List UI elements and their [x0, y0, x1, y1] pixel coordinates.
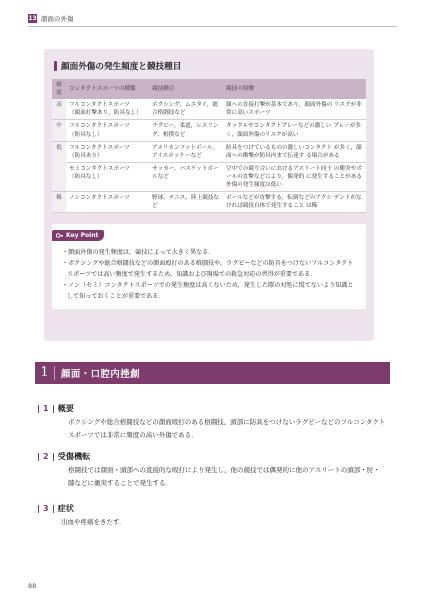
subsection-heading: [38, 403, 74, 414]
title-bar-icon: [54, 61, 57, 71]
table-row: [52, 162, 366, 191]
features-cell: ボールなどが直撃する，転倒などのアクシ デントがなければ競技自体で発生すること は稀: [223, 192, 366, 213]
heading-bar: [38, 505, 39, 513]
events-cell: サッカー，バスケットボールなど: [149, 162, 223, 191]
heading-bar: [53, 453, 54, 461]
type-cell: セミコンタクトスポーツ （防具なし）: [66, 162, 149, 191]
freq-cell: 低: [52, 141, 66, 192]
key-point-tab: [52, 230, 104, 241]
subsection-title: 概要: [57, 403, 74, 413]
type-cell: ノンコンタクトスポーツ: [66, 192, 149, 213]
heading-bar: [38, 453, 39, 461]
subsection-text: [61, 516, 386, 529]
chapter-number-badge: 13: [28, 15, 37, 22]
list-item: ・ボクシングや総合格闘技などの顔面殴打のある格闘技や，ラグビーなどの防具をつけないフルコンタクトスポーツでは高い頻度で発生するため，知識および現場での救急対応の習得が重要である．: [62, 260, 354, 279]
section-title: 顔面・口腔内挫創: [61, 369, 141, 380]
subsection-title: 受傷機転: [57, 451, 91, 461]
type-cell: フルコンタクトスポーツ （防具あり）: [66, 141, 149, 162]
events-cell: ボクシング，ムエタイ，総合格闘技など: [149, 99, 223, 120]
col-header-events: 競技種目: [149, 79, 223, 99]
key-point-panel: [52, 224, 366, 308]
chapter-title: 顔面の外傷: [41, 15, 74, 23]
events-cell: ラグビー，柔道，レスリング，相撲など: [149, 120, 223, 141]
heading-bar: [38, 405, 39, 413]
table-row: [52, 120, 366, 141]
header-divider: [28, 26, 397, 27]
subsection-title: 症状: [57, 503, 74, 513]
paragraph: 出血や疼痛をきたす．: [61, 518, 126, 526]
freq-cell: 中: [52, 120, 66, 141]
section-heading: [35, 362, 390, 384]
page-number: 88: [28, 582, 37, 590]
features-cell: タックルやコンタクトプレーなどの激しい プレーが多く，顔面外傷のリスクが高い: [223, 120, 366, 141]
type-cell: フルコンタクトスポーツ （防具なし）: [66, 120, 149, 141]
frequency-box: [44, 49, 374, 341]
list-item: ・顔面外傷の発生頻度は，競技によって大きく異なる．: [62, 249, 215, 257]
col-header-frequency: 頻度: [52, 79, 66, 99]
table-row: [52, 99, 366, 120]
heading-bar: [53, 505, 54, 513]
subsection-heading: [38, 451, 90, 462]
list-item: ・ノン（セミ）コンタクトスポーツでの発生頻度は高くないため，発生した際の対処に慌てないよう知識として知っておくことが重要である．: [62, 281, 354, 300]
table-row: [52, 192, 366, 213]
subsection-text: [61, 416, 386, 442]
subsection-number: 2: [43, 452, 49, 461]
features-cell: 空中での競り合いにおけるアスリート同士 の衝突やボールの直撃などにより，偶発的 に発生することがある外傷の発生頻度は低い: [223, 162, 366, 191]
chapter-header: [28, 14, 74, 23]
key-point-list: [52, 243, 366, 302]
freq-cell: 稀: [52, 192, 66, 213]
box-title: [54, 60, 366, 72]
paragraph: ボクシングや総合格闘技などの顔面殴打のある格闘技，頭部に防具をつけないラグビーなどのフルコンタクトスポーツでは非常に頻度の高い外傷である．: [68, 418, 386, 439]
subsection-number: 3: [43, 504, 49, 513]
events-cell: 野球，テニス，陸上競技など: [149, 192, 223, 213]
col-header-features: 競技の特徴: [223, 79, 366, 99]
subsection-heading: [38, 503, 74, 514]
freq-cell: 高: [52, 99, 66, 120]
box-title-text: 顔面外傷の発生頻度と競技種目: [61, 62, 182, 72]
key-point-label: Key Point: [66, 232, 99, 240]
type-cell: フルコンタクトスポーツ （顔面打撃あり，防具なし）: [66, 99, 149, 120]
key-icon: [56, 232, 63, 239]
frequency-table: [52, 79, 366, 213]
subsection-text: [61, 464, 386, 490]
heading-bar: [53, 405, 54, 413]
col-header-type: コンタクトスポーツの種類: [66, 79, 149, 99]
table-header-row: [52, 79, 366, 99]
events-cell: アメリカンフットボール，アイスホッケーなど: [149, 141, 223, 162]
features-cell: 防具をつけているものの激しいコンタクト が多く，顔面への衝撃が防具内まで伝達す る場合がある: [223, 141, 366, 162]
table-row: [52, 141, 366, 162]
section-number: 1: [35, 366, 55, 380]
subsection-number: 1: [43, 404, 49, 413]
paragraph: 格闘技では顔面・頭部への直接的な殴打により発生し，他の競技では偶発的に他のアスリートの頭部・肘・膝などに衝突することで発生する．: [68, 466, 380, 487]
features-cell: 顔への直接打撃が基本であり，顔面外傷の リスクが非常に高いスポーツ: [223, 99, 366, 120]
